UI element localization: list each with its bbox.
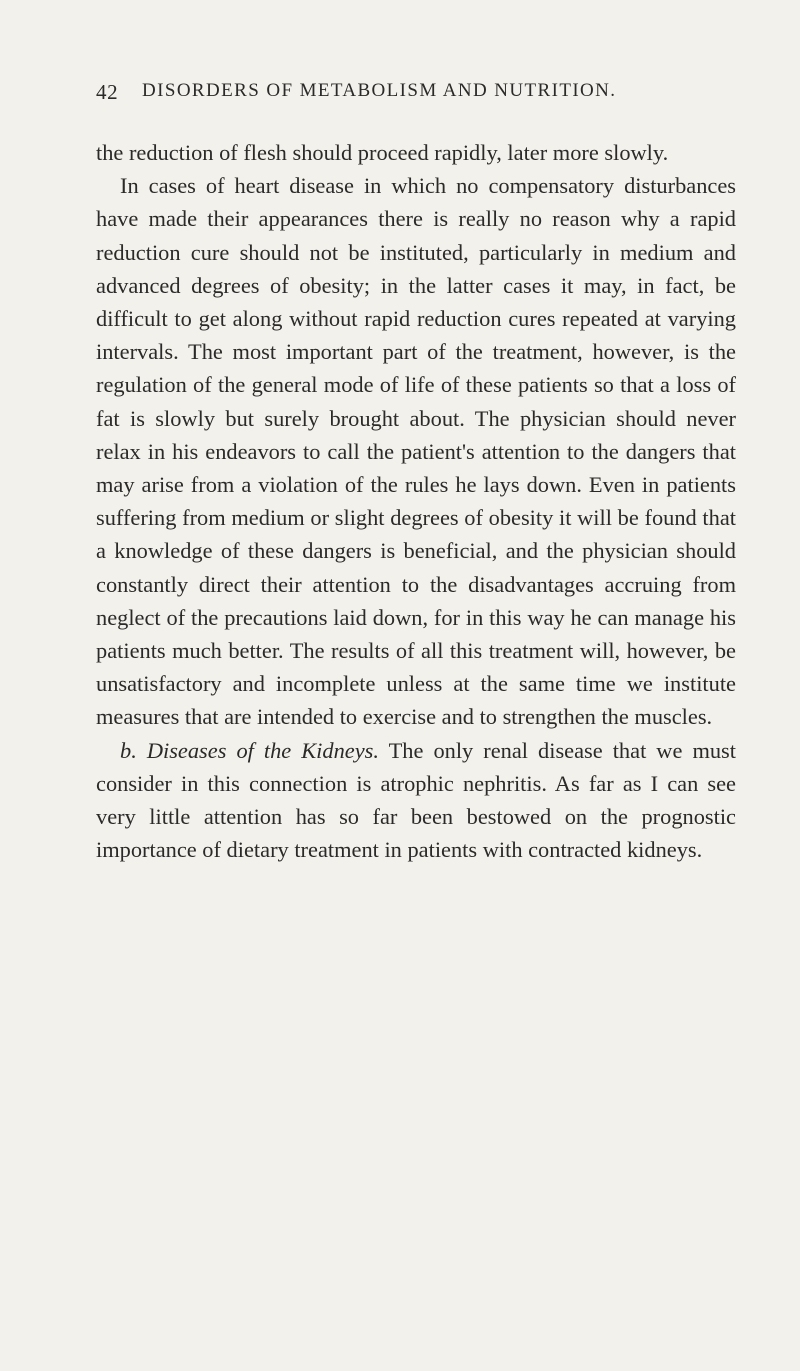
section-heading: b. Diseases of the Kidneys. <box>120 737 379 763</box>
paragraph-heart-disease: In cases of heart disease in which no compensatory disturbances have made their appearances there is really no reason why a rapid reduction cure should not be instituted, particularly in medium and advanced degrees of obesity; in the latter cases it may, in fact, be difficult to get along without rapid reduction cures repeated at varying intervals. The most important part of the treatment, however, is the regulation of the general mode of life of these patients so that a loss of fat is slowly but surely brought about. The physician should never relax in his endeavors to call the patient's attention to the dangers that may arise from a violation of the rules he lays down. Even in patients suffering from medium or slight degrees of obesity it will be found that a knowledge of these dangers is beneficial, and the physician should constantly direct their attention to the disadvantages accruing from neglect of the precautions laid down, for in this way he can manage his patients much better. The results of all this treatment will, however, be unsatisfactory and incomplete unless at the same time we institute measures that are intended to exercise and to strengthen the muscles. <box>96 173 736 730</box>
running-title: DISORDERS OF METABOLISM AND NUTRITION. <box>142 80 617 101</box>
page-number: 42 <box>96 80 119 104</box>
body-text <box>96 136 736 866</box>
paragraph-continued: the reduction of flesh should proceed rapidly, later more slowly. <box>96 140 669 165</box>
running-head <box>96 80 736 110</box>
paragraph-kidneys <box>96 734 736 867</box>
paragraph-kidneys-text: The only renal disease that we must consider in this connection is atrophic nephritis. As far as I can see very little attention has so far been bestowed on the prognostic importance of dietary treatment in patients with contracted kidneys. <box>96 737 736 863</box>
